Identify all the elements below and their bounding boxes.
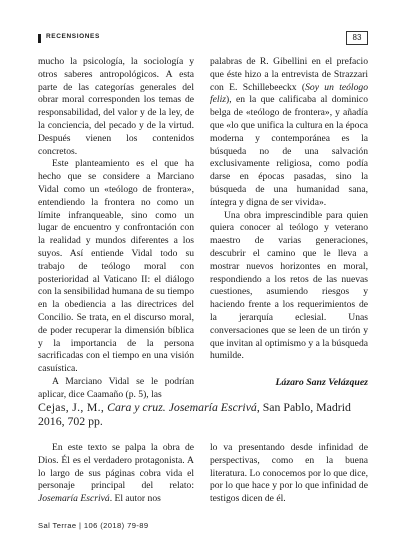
paragraph: Una obra imprescindible para quien quiera conocer al teólogo y veterano maestro de varias generaciones, descubrir el camino que le lleva a mostrar nuevos horizontes en moral, respondiendo a los retos de las nuevas cuestiones, asumiendo riesgos y haciendo frente a los requerimientos de la jerarquía eclesial. Unas conversaciones que se leen de un tirón y que invitan al optimismo y a la búsqueda humilde. <box>210 209 368 362</box>
book-reference <box>38 400 368 428</box>
header-marker <box>38 34 41 43</box>
paragraph: lo va presentando desde infinidad de perspectivas, como en la buena literatura. Lo conocemos por lo que dice, por lo que hace y por lo que infinidad de testigos dicen de él. <box>210 442 368 505</box>
text-run: . El autor nos <box>109 493 161 505</box>
paragraph: Este planteamiento es el que ha hecho que se considere a Marciano Vidal como un «teólogo de frontera», entendiendo la frontera no como un límite infranqueable, sino como un lugar de encuentro y confrontación con la realidad y mundos diferentes a los suyos. Así entiende Vidal todo su trabajo de teólogo moral con posterioridad al Vaticano II: el diálogo con la sensibilidad humana de su tiempo en la obediencia a las directrices del Concilio. Se trata, en el discurso moral, de poder recuperar la dimensión bíblica y la importancia de la persona sacrificadas con el tiempo en una visión casuística. <box>38 158 194 375</box>
book-title: Cara y cruz. Josemaría Escrivá <box>107 400 257 414</box>
text-run: palabras de R. Gibellini en el prefacio que éste hizo a la entrevista de Strazzari con E. Schillebeeckx ( <box>210 56 368 93</box>
book-publisher: , San Pablo, Madrid 2016, 702 pp. <box>38 400 351 428</box>
review2-right-column <box>210 442 368 506</box>
review2-left-column <box>38 442 194 506</box>
cited-title: Soy un teólogo feliz <box>210 81 368 106</box>
page-number: 83 <box>346 31 368 45</box>
paragraph: mucho la psicología, la sociología y otros saberes antropológicos. A esta parte de las categorías generales del obrar moral corresponden los temas de responsabilidad, del valor y de la ley, de la conciencia, del pecado y de la virtud. Después vienen los contenidos concretos. <box>38 56 194 157</box>
review-left-column <box>38 56 194 402</box>
running-header <box>38 31 368 45</box>
paragraph <box>38 442 194 506</box>
text-run: En este texto se palpa la obra de Dios. Él es el verdadero protagonista. A lo largo de sus páginas cobra vida el personaje principal del relato: <box>38 442 194 492</box>
text-run: ), en la que calificaba al dominico belga de «teólogo de frontera», y añadía que «lo que unifica la cultura en la época moderna y contemporánea es la búsqueda no de una salvación exclusivamente religiosa, como podía darse en épocas pasadas, sino la búsqueda de una humanidad sana, íntegra y digna de ser vivida». <box>210 94 368 208</box>
review-right-column <box>210 56 368 390</box>
cited-title: Josemaría Escrivá <box>38 493 110 505</box>
paragraph: A Marciano Vidal se le podrían aplicar, dice Caamaño (p. 5), las <box>38 375 194 400</box>
book-authors: Cejas, J., M., <box>38 400 105 414</box>
journal-footer: Sal Terrae | 106 (2018) 79-89 <box>38 521 149 530</box>
section-label: RECENSIONES <box>46 33 100 40</box>
review-signature: Lázaro Sanz Velázquez <box>275 377 368 389</box>
paragraph <box>210 56 368 210</box>
